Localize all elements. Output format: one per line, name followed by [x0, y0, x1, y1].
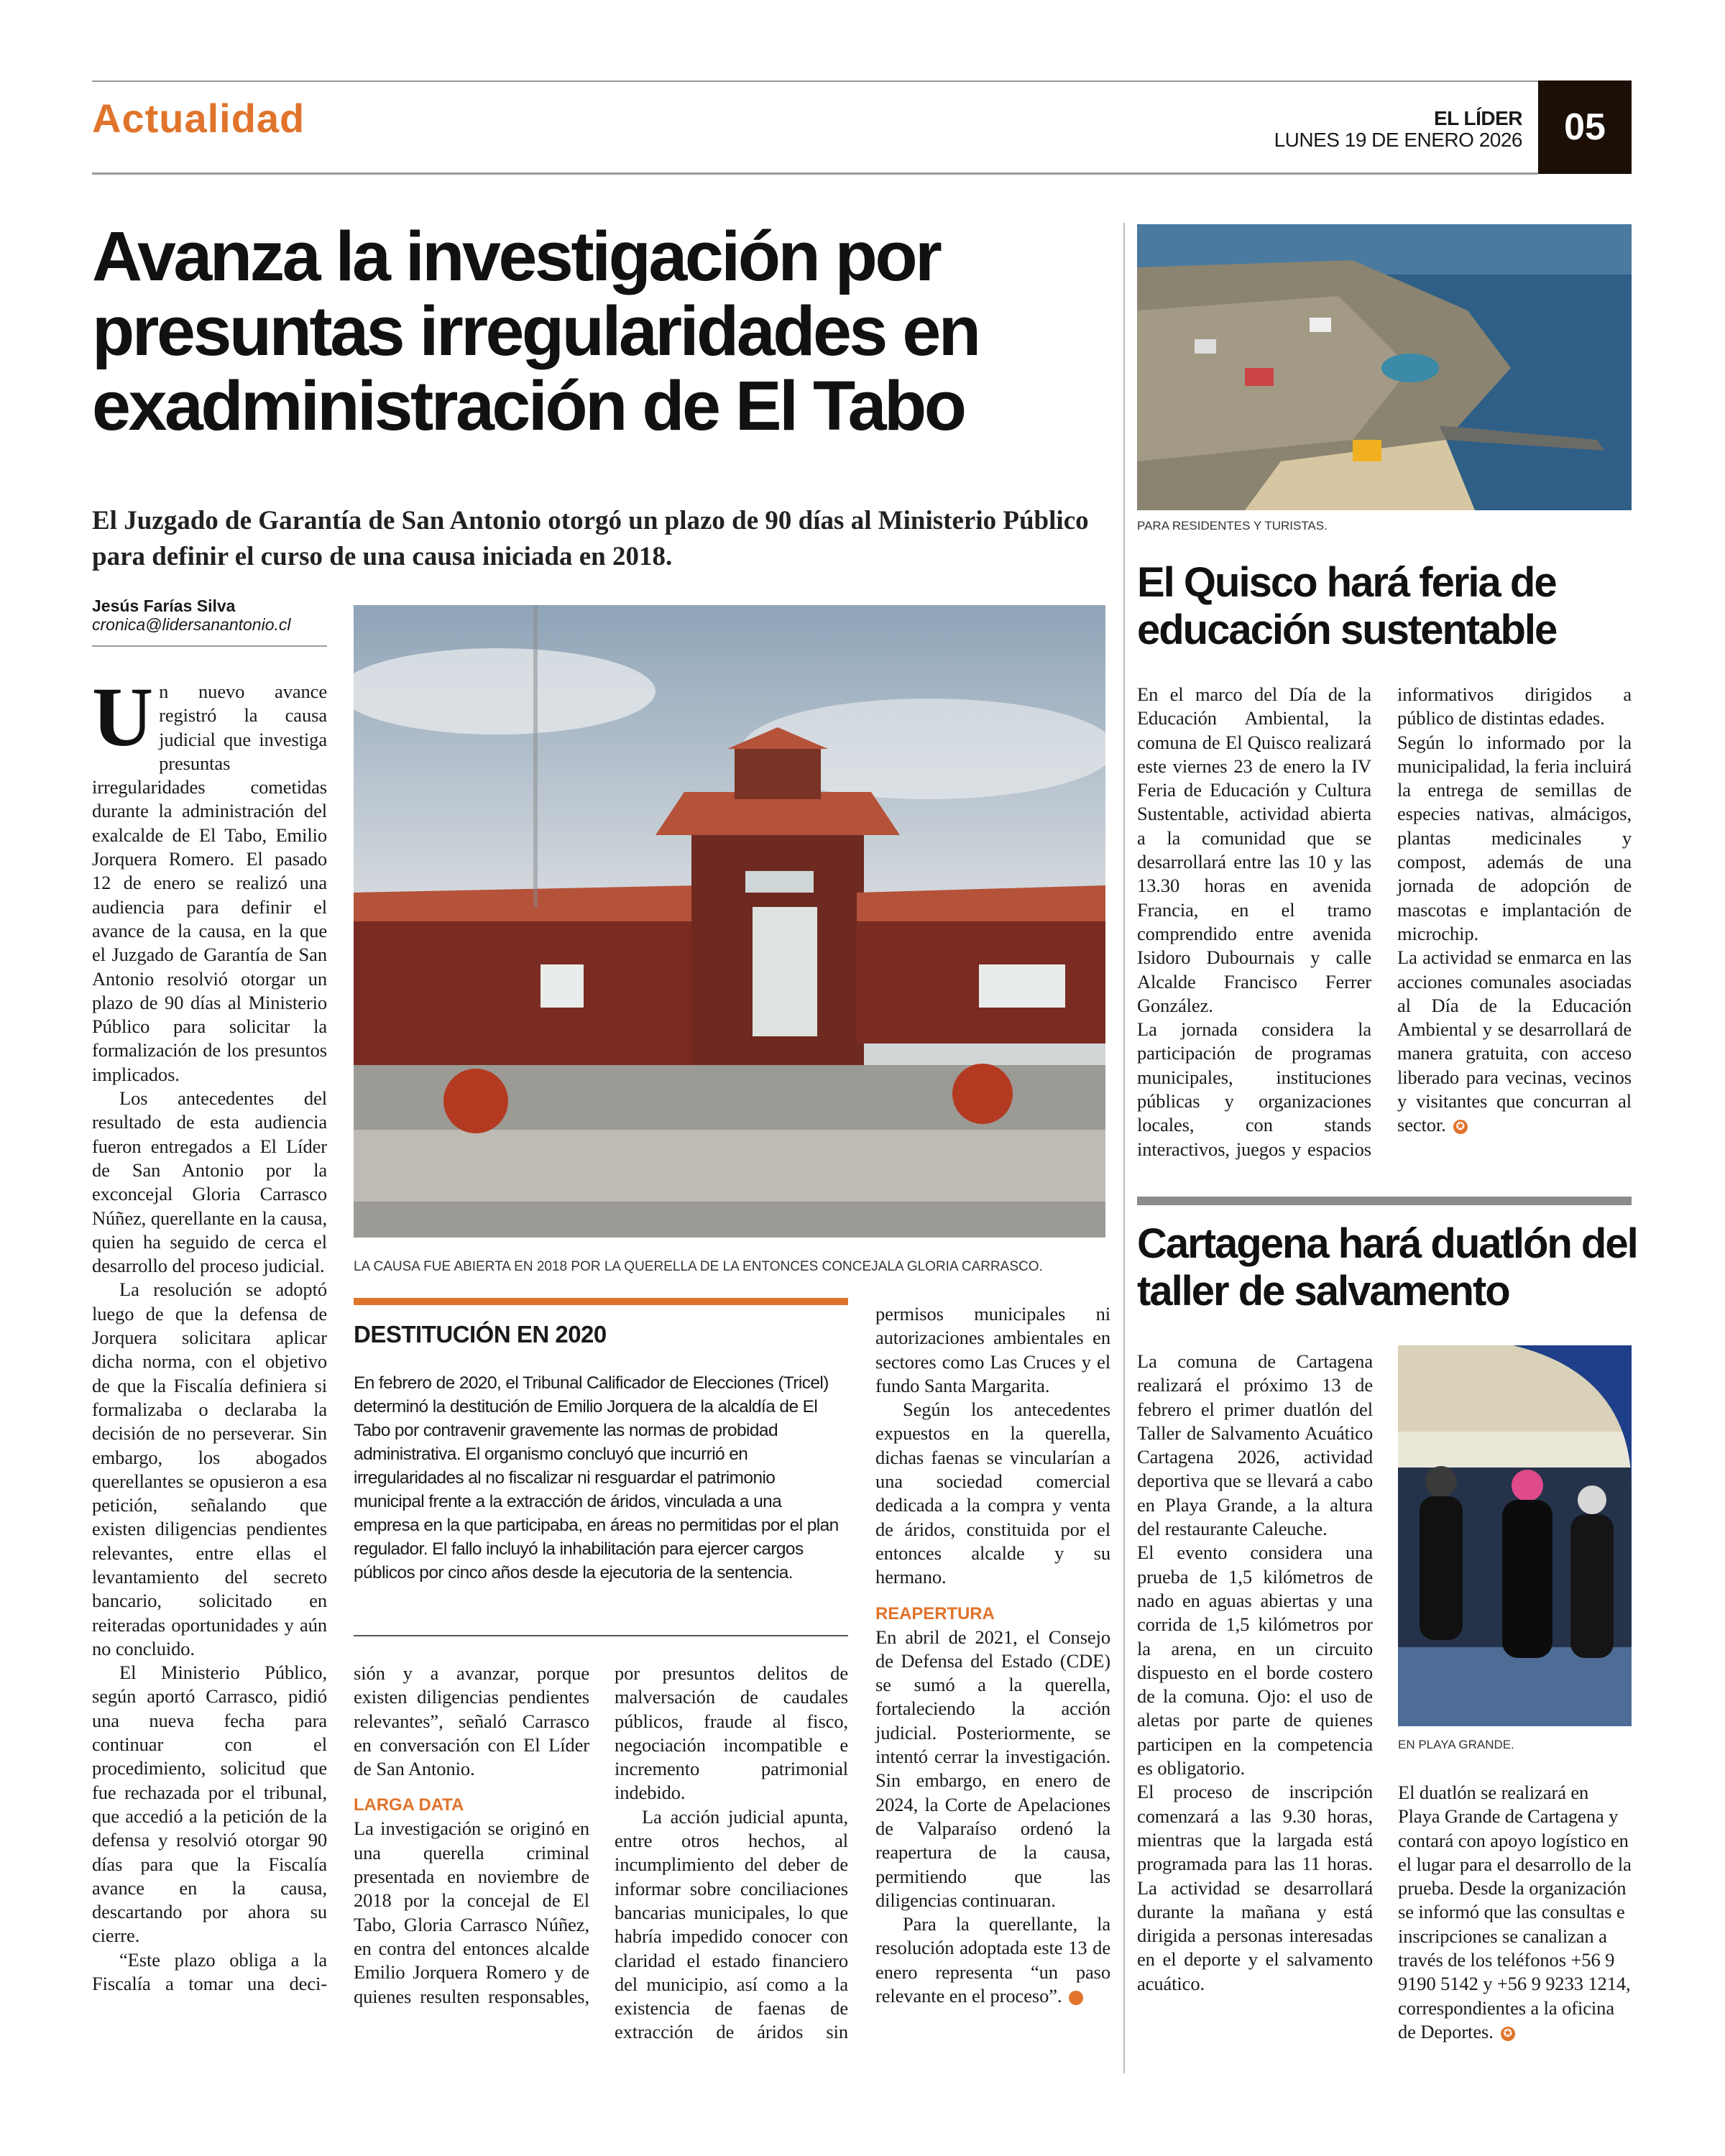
main-column-4	[875, 1302, 1110, 2008]
main-deck: El Juzgado de Garantía de San Antonio otorgó un plazo de 90 días al Ministerio Público para definir el curso de una causa iniciada en 2018.	[92, 506, 1089, 571]
paragraph: por presuntos delitos de malversación de caudales públicos, fraude al fisco, negociación incompatible e incremento patrimonial indebido.	[615, 1662, 848, 1804]
paragraph: sión y a avanzar, porque existen diligencias pendientes relevantes”, señaló Carrasco en conversación con El Líder de San Antonio.	[354, 1662, 589, 1780]
section-label: Actualidad	[92, 96, 305, 141]
subhead-larga-data: LARGA DATA	[354, 1795, 464, 1815]
main-column-3	[615, 1662, 848, 2045]
paragraph: La actividad se enmarca en las acciones comunales asociadas al Día de la Educación Ambiental y se desarrollará de manera gratuita, con acceso liberado para vecinas, vecinos y visitantes que concurran al sector. ✪	[1397, 946, 1632, 1136]
paper-name: EL LÍDER	[1433, 107, 1522, 129]
subhead-reapertura: REAPERTURA	[875, 1603, 995, 1623]
header-bottom-rule	[92, 172, 1538, 175]
paragraph: La resolución se adoptó luego de que la defensa de Jorquera solicitara aplicar dicha norma, con el objetivo de que la Fiscalía definiera si formalizaba o declaraba la decisión de no perseverar. Sin embargo, los abogados querellantes se opusieron a esa petición, señalando que existen diligencias pendientes relevantes, entre ellas el levantamiento del secreto bancario, solicitado en reiteradas oportunidades y aún no concluido.	[92, 1279, 327, 1659]
quisco-aerial-photo	[1137, 224, 1632, 510]
paragraph: permisos municipales ni autorizaciones ambientales en sectores como Las Cruces y el fundo Santa Margarita.	[875, 1303, 1110, 1396]
main-headline: Avanza la investigación por presuntas irregularidades en exadministración de El Tabo	[92, 217, 979, 445]
box-accent-bar	[354, 1298, 848, 1305]
paragraph: El duatlón se realizará en Playa Grande de Cartagena y contará con apoyo logístico en el lugar para el desarrollo de la prueba. Desde la organización se informó que las consultas e inscripciones se canalizan a través de los teléfonos +56 9 9190 5142 y +56 9 9233 1214, correspondientes a la oficina de Deportes. ✪	[1398, 1782, 1632, 2042]
end-of-article-star-icon: ✪	[1501, 2027, 1515, 2041]
paragraph: El evento considera una prueba de 1,5 kilómetros de nado en aguas abiertas y una corrida de 1,5 kilómetros por la arena, en un circuito dispuesto en el borde costero de la comuna. Ojo: el uso de aletas por parte de quienes participen en la competencia es obligatorio.	[1137, 1542, 1373, 1779]
quisco-body	[1137, 683, 1632, 1193]
aerial-coast-illustration	[1137, 224, 1632, 510]
quisco-headline: El Quisco hará feria de educación sustentable	[1137, 559, 1557, 653]
paragraph: Según lo informado por la municipalidad, la feria incluirá la entrega de semillas de especies nativas, almácigos, plantas medicinales y compost, además de una jornada de adopción de mascotas e implantación de microchip.	[1397, 731, 1632, 944]
building-photo-illustration	[354, 605, 1105, 1238]
cartagena-headline: Cartagena hará duatlón del taller de salvamento	[1137, 1220, 1637, 1314]
drop-cap: U	[92, 670, 154, 764]
end-of-article-star-icon: ✪	[1453, 1120, 1468, 1134]
paragraph: Un nuevo avance registró la causa judicial que investiga presuntas irregularidades cometidas durante la administración del exalcalde de El Tabo, Emilio Jorquera Romero. El pasado 12 de enero se realizó una audiencia para definir el avance de la causa, en la que el Juzgado de Garantía de San Antonio resolvió otorgar un plazo de 90 días al Ministerio Público para solicitar la formalización de los presuntos implicados.	[92, 670, 327, 1085]
paragraph: La jornada considera la participación de programas municipales, instituciones públicas y organizaciones locales, con stands interactivos, juegos y espacios informativos dirigidos a público de distintas edades.	[1137, 683, 1632, 1160]
main-column-1	[92, 670, 327, 1996]
paragraph: En el marco del Día de la Educación Ambiental, la comuna de El Quisco realizará este viernes 23 de enero la IV Feria de Educación y Cultura Sustentable, actividad abierta a la comunidad que se desarrollará entre las 10 y las 13.30 horas en avenida Francia, en el tramo comprendido entre avenida Isidoro Dubournais y calle Alcalde Francisco Ferrer González.	[1137, 683, 1371, 1016]
box-bottom-rule	[354, 1635, 848, 1636]
main-photo-caption: LA CAUSA FUE ABIERTA EN 2018 POR LA QUERELLA DE LA ENTONCES CONCEJALA GLORIA CARRASCO.	[354, 1259, 1043, 1274]
main-column-2	[354, 1662, 589, 2009]
author-name: Jesús Farías Silva	[92, 596, 236, 615]
box-title: DESTITUCIÓN EN 2020	[354, 1321, 607, 1348]
paragraph: El proceso de inscripción comenzará a las 9.30 horas, mientras que la largada está programada para las 11 horas. La actividad se desarrollará durante la mañana y está dirigida a personas interesadas en el deporte y el salvamento acuático.	[1137, 1781, 1373, 1994]
paragraph: La comuna de Cartagena realizará el próximo 13 de febrero el primer duatlón del Taller de Salvamento Acuático Cartagena 2026, actividad deportiva que se llevará a cabo en Playa Grande, a la altura del restaurante Caleuche.	[1137, 1350, 1373, 1540]
paragraph: Según los antecedentes expuestos en la querella, dichas faenas se vincularían a una sociedad comercial dedicada a la compra y venta de áridos, constituida por el entonces alcalde y su hermano.	[875, 1399, 1110, 1588]
paragraph: La acción judicial apunta, entre otros hechos, al incumplimiento del deber de informar sobre conciliaciones bancarias municipales, lo que habría impedido conocer con claridad el estado financiero del municipio, así como a la existencia de faenas de extracción de áridos sin	[615, 1805, 848, 2043]
paragraph: La investigación se originó en una querella criminal presentada en noviembre de 2018 por la concejal de El Tabo, Gloria Carrasco Núñez, en contra del entonces alcalde Emilio Jorquera Romero y de quienes resulten responsables,	[354, 1818, 589, 2007]
paragraph: Para la querellante, la resolución adoptada este 13 de enero representa “un paso relevante en el proceso”. ✪	[875, 1913, 1110, 2007]
cartagena-photo-caption: EN PLAYA GRANDE.	[1398, 1738, 1514, 1751]
cartagena-body	[1137, 1350, 1373, 1996]
paragraph: Los antecedentes del resultado de esta audiencia fueron entregados a El Líder de San Antonio por la exconcejal Gloria Carrasco Núñez, querellante en la causa, quien ha seguido de cerca el desarrollo del proceso judicial.	[92, 1087, 327, 1277]
byline-rule	[92, 645, 327, 647]
page-number: 05	[1538, 80, 1632, 174]
paper-info	[1274, 108, 1522, 151]
cartagena-swimmers-photo	[1398, 1345, 1632, 1726]
column-divider	[1123, 223, 1125, 2073]
swimmers-illustration	[1398, 1345, 1632, 1726]
paragraph: El Ministerio Público, según aportó Carrasco, pidió una nueva fecha para continuar con el procedimiento, solicitud que fue rechazada por el tribunal, que accedió a la petición de la defensa y resolvió otorgar 90 días para que la Fiscalía avance en la causa, descartando por ahora su cierre.	[92, 1662, 327, 1947]
box-text: En febrero de 2020, el Tribunal Calificador de Elecciones (Tricel) determinó la destitución de Emilio Jorquera de la alcaldía de El Tabo por contravenir gravemente las normas de probidad administrativa. El organismo concluyó que incurrió en irregularidades al no fiscalizar ni resguardar el patrimonio municipal frente a la extracción de áridos, vinculada a una empresa en la que participaba, en áreas no permitidas por el plan regulador. El fallo incluyó la inhabilitación para ejercer cargos públicos por cinco años desde la ejecutoria de la sentencia.	[354, 1373, 839, 1583]
end-of-article-star-icon: ✪	[1069, 1991, 1083, 2005]
author-email[interactable]: cronica@lidersanantonio.cl	[92, 615, 291, 634]
paragraph: “Este plazo obliga a la Fiscalía a tomar una deci-	[92, 1948, 327, 1995]
section-divider-bar	[1137, 1197, 1632, 1205]
cartagena-closing	[1398, 1781, 1632, 2044]
main-photo-building	[354, 605, 1105, 1238]
header-top-rule	[92, 80, 1538, 82]
byline	[92, 596, 329, 634]
quisco-photo-caption: PARA RESIDENTES Y TURISTAS.	[1137, 519, 1328, 533]
paragraph: En abril de 2021, el Consejo de Defensa del Estado (CDE) se sumó a la querella, fortaleciendo la acción judicial. Posteriormente, se intentó cerrar la investigación. Sin embargo, en enero de 2024, la Corte de Apelaciones de Valparaíso ordenó la reapertura de la causa, permitiendo que las diligencias continuaran.	[875, 1626, 1110, 1911]
issue-date: LUNES 19 DE ENERO 2026	[1274, 129, 1522, 151]
